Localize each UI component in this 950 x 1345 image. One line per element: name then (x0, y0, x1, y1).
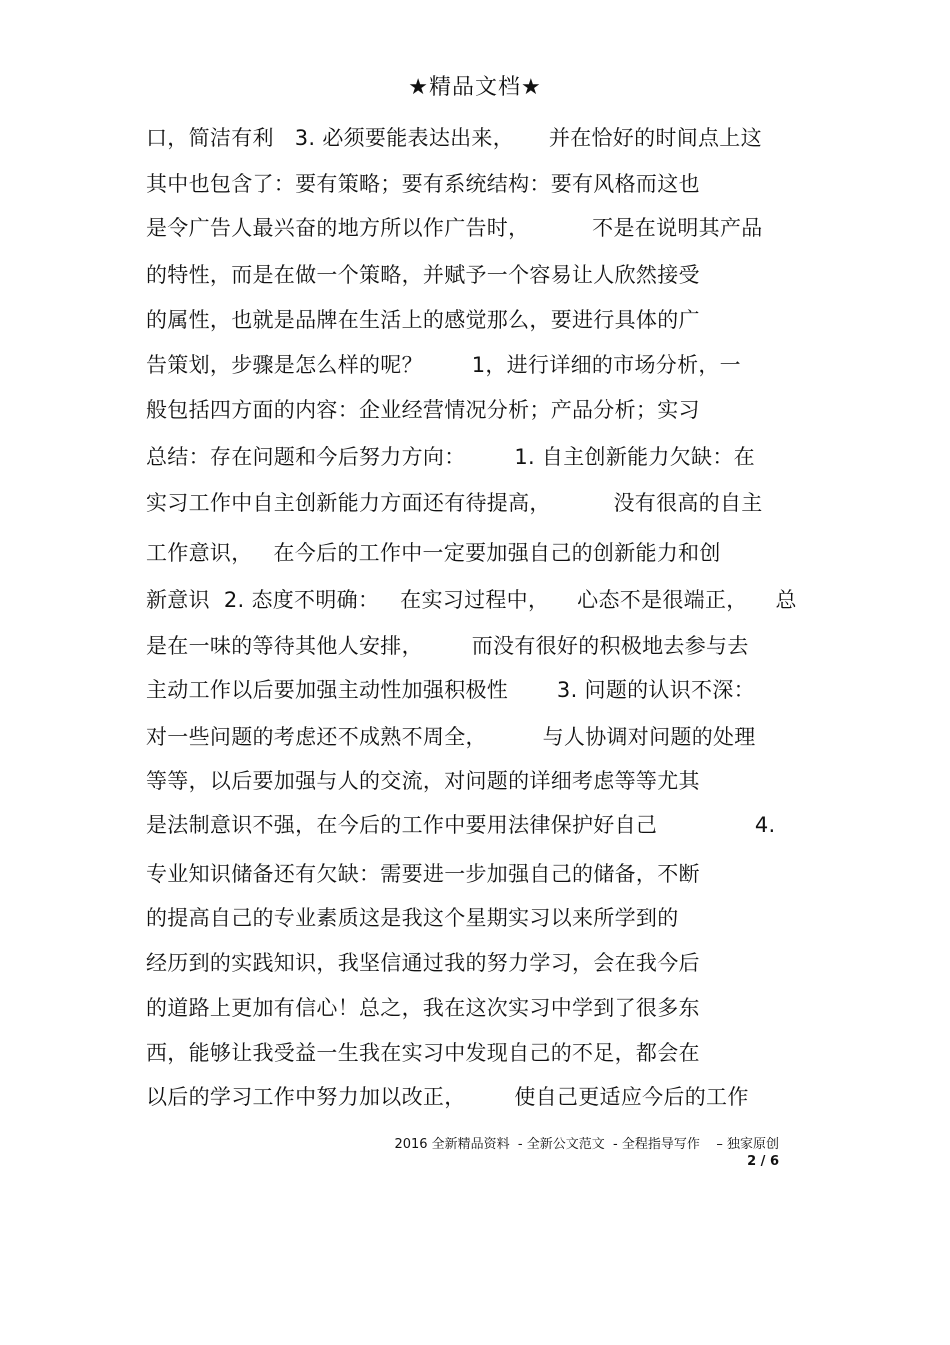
body-line: 西，能够让我受益一生我在实习中发现自己的不足，都会在 (146, 1041, 700, 1065)
body-line: 工作意识， 在今后的工作中一定要加强自己的创新能力和创 (146, 541, 721, 565)
body-line: 口，简洁有利 3. 必须要能表达出来， 并在恰好的时间点上这 (146, 126, 762, 150)
body-line: 般包括四方面的内容：企业经营情况分析；产品分析；实习 (146, 398, 700, 422)
body-line: 以后的学习工作中努力加以改正， 使自己更适应今后的工作 (146, 1085, 749, 1109)
body-line: 对一些问题的考虑还不成熟不周全， 与人协调对问题的处理 (146, 725, 756, 749)
body-line: 专业知识储备还有欠缺：需要进一步加强自己的储备，不断 (146, 862, 700, 886)
body-line: 的道路上更加有信心！总之，我在这次实习中学到了很多东 (146, 996, 700, 1020)
body-line: 其中也包含了：要有策略；要有系统结构：要有风格而这也 (146, 172, 700, 196)
body-line: 等等，以后要加强与人的交流，对问题的详细考虑等等尤其 (146, 769, 700, 793)
body-line: 是令广告人最兴奋的地方所以作广告时， 不是在说明其产品 (146, 216, 763, 240)
body-line: 经历到的实践知识，我坚信通过我的努力学习，会在我今后 (146, 951, 700, 975)
body-line: 主动工作以后要加强主动性加强积极性 3. 问题的认识不深： (146, 678, 755, 702)
page-header-title: ★精品文档★ (408, 75, 542, 100)
body-line: 总结：存在问题和今后努力方向： 1. 自主创新能力欠缺：在 (146, 445, 755, 469)
body-line: 是在一味的等待其他人安排， 而没有很好的积极地去参与去 (146, 634, 749, 658)
body-line: 实习工作中自主创新能力方面还有待提高， 没有很高的自主 (146, 491, 763, 515)
footer-text: 2016 全新精品资料 - 全新公文范文 - 全程指导写作 – 独家原创 (394, 1137, 779, 1152)
body-line: 的属性，也就是品牌在生活上的感觉那么，要进行具体的广 (146, 308, 700, 332)
body-line: 告策划，步骤是怎么样的呢？ 1，进行详细的市场分析，一 (146, 353, 741, 377)
page-number: 2 / 6 (747, 1154, 779, 1169)
body-line: 新意识 2. 态度不明确： 在实习过程中， 心态不是很端正， 总 (146, 588, 797, 612)
body-line: 是法制意识不强，在今后的工作中要用法律保护好自己 4. (146, 813, 776, 837)
body-line: 的提高自己的专业素质这是我这个星期实习以来所学到的 (146, 906, 679, 930)
body-line: 的特性，而是在做一个策略，并赋予一个容易让人欣然接受 (146, 263, 700, 287)
